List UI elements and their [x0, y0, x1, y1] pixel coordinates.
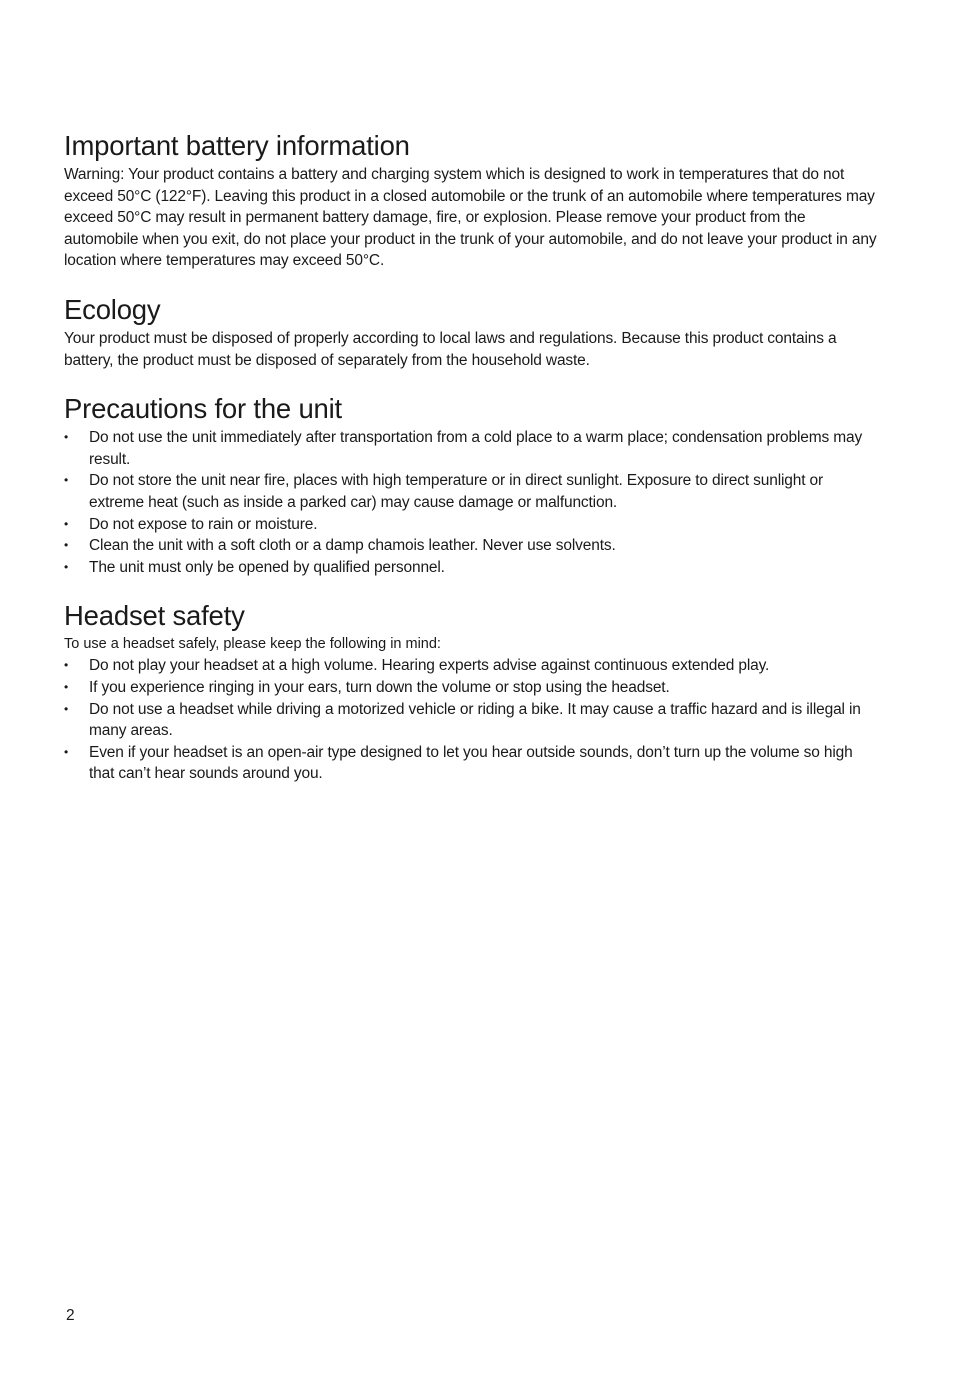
list-item [64, 557, 880, 579]
list-item-text: If you experience ringing in your ears, turn down the volume or stop using the headset. [89, 678, 670, 696]
bullet-icon: • [64, 538, 69, 553]
list-item [64, 742, 880, 785]
list-item [64, 699, 880, 742]
list-item [64, 535, 880, 557]
list-item-text: Do not use a headset while driving a motorized vehicle or riding a bike. It may cause a traffic hazard and is illegal in many areas. [89, 700, 861, 740]
section-heading: Precautions for the unit [64, 393, 343, 425]
section-body: Your product must be disposed of properly according to local laws and regulations. Because this product contains a battery, the product must be disposed of separately from the household waste. [64, 329, 837, 369]
list-item-text: Clean the unit with a soft cloth or a damp chamois leather. Never use solvents. [89, 537, 616, 555]
bullet-list [64, 427, 880, 578]
list-item-text: Do not play your headset at a high volume. Hearing experts advise against continuous extended play. [89, 657, 770, 675]
bullet-icon: • [64, 473, 69, 488]
section-heading: Important battery information [64, 130, 410, 161]
list-item [64, 427, 880, 470]
bullet-icon: • [64, 701, 69, 716]
bullet-list [64, 655, 880, 785]
section-body: Warning: Your product contains a battery and charging system which is designed to work in temperatures that do not exceed 50°C (122°F). Leaving this product in a closed automobile or the trunk of an automobile where temperatures may exceed 50°C may result in permanent battery damage, fire, or explosion. Please remove your product from the automobile when you exit, do not place your product in the trunk of your automobile, and do not leave your product in any location where temperatures may exceed 50°C. [64, 166, 877, 270]
bullet-icon: • [64, 658, 69, 673]
list-item [64, 514, 880, 536]
section-heading: Ecology [64, 293, 161, 325]
page-number: 2 [66, 1307, 75, 1324]
section-ecology [64, 292, 880, 371]
section-headset-safety [64, 598, 880, 785]
section-precautions [64, 391, 880, 578]
bullet-icon: • [64, 516, 69, 531]
bullet-icon: • [64, 559, 69, 574]
list-item-text: The unit must only be opened by qualified personnel. [89, 558, 445, 576]
list-item-text: Even if your headset is an open-air type designed to let you hear outside sounds, don’t turn up the volume so high that can’t hear sounds around you. [89, 743, 853, 783]
bullet-icon: • [64, 744, 69, 759]
list-item-text: Do not use the unit immediately after transportation from a cold place to a warm place; condensation problems may result. [89, 429, 863, 468]
list-item [64, 677, 880, 699]
section-battery [64, 128, 880, 272]
list-item-text: Do not store the unit near fire, places with high temperature or in direct sunlight. Exposure to direct sunlight or extreme heat (such as inside a parked car) may cause damage or malfunction. [89, 472, 824, 511]
bullet-icon: • [64, 679, 69, 694]
bullet-icon: • [64, 430, 69, 445]
list-item [64, 470, 880, 513]
section-heading: Headset safety [64, 600, 245, 632]
list-item-text: Do not expose to rain or moisture. [89, 515, 318, 533]
document-page [64, 128, 880, 785]
section-intro: To use a headset safely, please keep the following in mind: [64, 636, 441, 653]
list-item [64, 655, 880, 677]
